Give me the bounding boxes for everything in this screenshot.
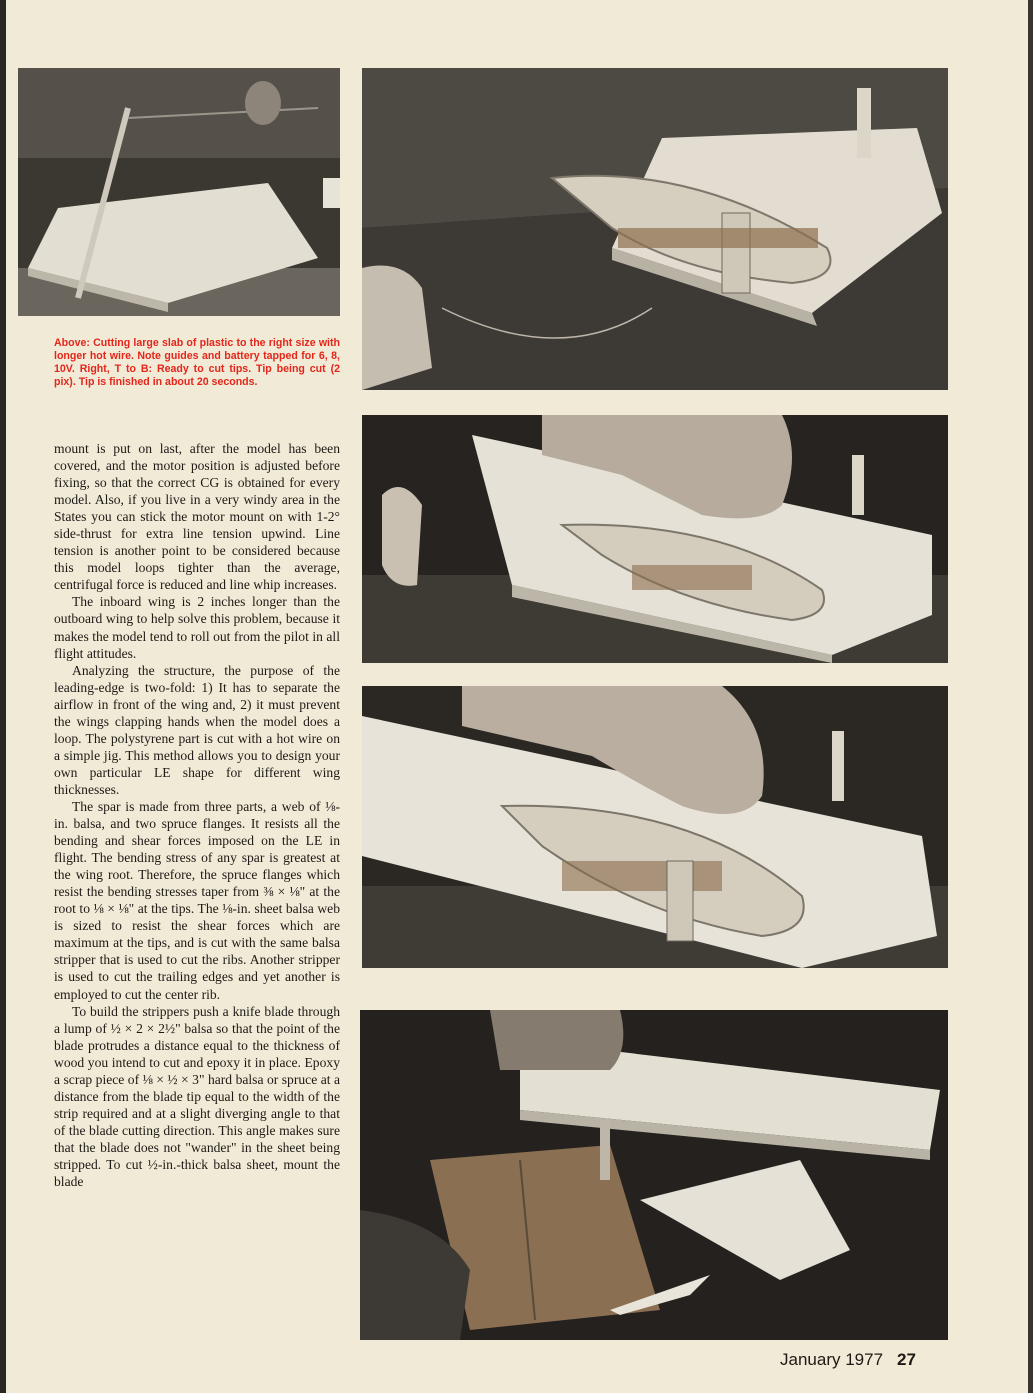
paragraph-5: To build the strippers push a knife blade through a lump of ½ × 2 × 2½" balsa so that the point of the blade protrudes a distance equal to the thickness of wood you intend to cut and epoxy it in place. Epoxy a scrap piece of ⅛ × ½ × 3" hard balsa or spruce at a distance from the blade tip equal to the width of the strip required and at a slight diverging angle to that of the blade cutting direction. This angle makes sure that the blade does not "wander" in the sheet being stripped. To cut ½-in.-thick balsa sheet, mount the blade (54, 1003, 340, 1190)
photo-tip-being-cut-1 (362, 415, 948, 663)
issue-date: January 1977 (780, 1350, 884, 1369)
article-body (54, 440, 340, 1190)
page-number: 27 (897, 1350, 916, 1369)
photo-caption: Above: Cutting large slab of plastic to the right size with longer hot wire. Note guides and battery tapped for 6, 8, 10V. Right, T to B: Ready to cut tips. Tip being cut (2 pix). Tip is finished in about 20 seconds. (54, 337, 340, 388)
page-footer (780, 1350, 916, 1370)
paragraph-1: mount is put on last, after the model has been covered, and the motor position is adjusted before fixing, so that the correct CG is obtained for every model. Also, if you live in a very windy area in the States you can stick the motor mount on with 1-2° side-thrust for extra line tension upwind. Line tension is another point to be considered because this model loops tighter than the average, centrifugal force is reduced and line whip increases. (54, 441, 340, 593)
photo-tip-finished (360, 1010, 948, 1340)
paragraph-4: The spar is made from three parts, a web of ⅛-in. balsa, and two spruce flanges. It resists all the bending and shear forces imposed on the LE in flight. The bending stress of any spar is greatest at the wing root. Therefore, the spruce flanges which resist the bending stresses taper from ⅜ × ⅛" at the root to ⅛ × ⅛" at the tips. The ⅛-in. sheet balsa web is sized to resist the shear forces which are maximum at the tips, and is cut with the same balsa stripper that is used to cut the ribs. Another stripper is used to cut the trailing edges and yet another is employed to cut the center rib. (54, 798, 340, 1002)
paragraph-3: Analyzing the structure, the purpose of the leading-edge is two-fold: 1) It has to separate the airflow in front of the wing and, 2) it must prevent the wings clapping hands when the model does a loop. The polystyrene part is cut with a hot wire on a simple jig. This method allows you to design your own particular LE shape for different wing thicknesses. (54, 662, 340, 797)
paragraph-2: The inboard wing is 2 inches longer than the outboard wing to help solve this problem, because it makes the model tend to roll out from the pilot in all flight attitudes. (54, 594, 340, 661)
photo-ready-to-cut-tips (362, 68, 948, 390)
photo-tip-being-cut-2 (362, 686, 948, 968)
photo-cutting-slab (18, 68, 340, 316)
scan-edge-right (1028, 0, 1033, 1393)
scan-edge-left (0, 0, 6, 1393)
